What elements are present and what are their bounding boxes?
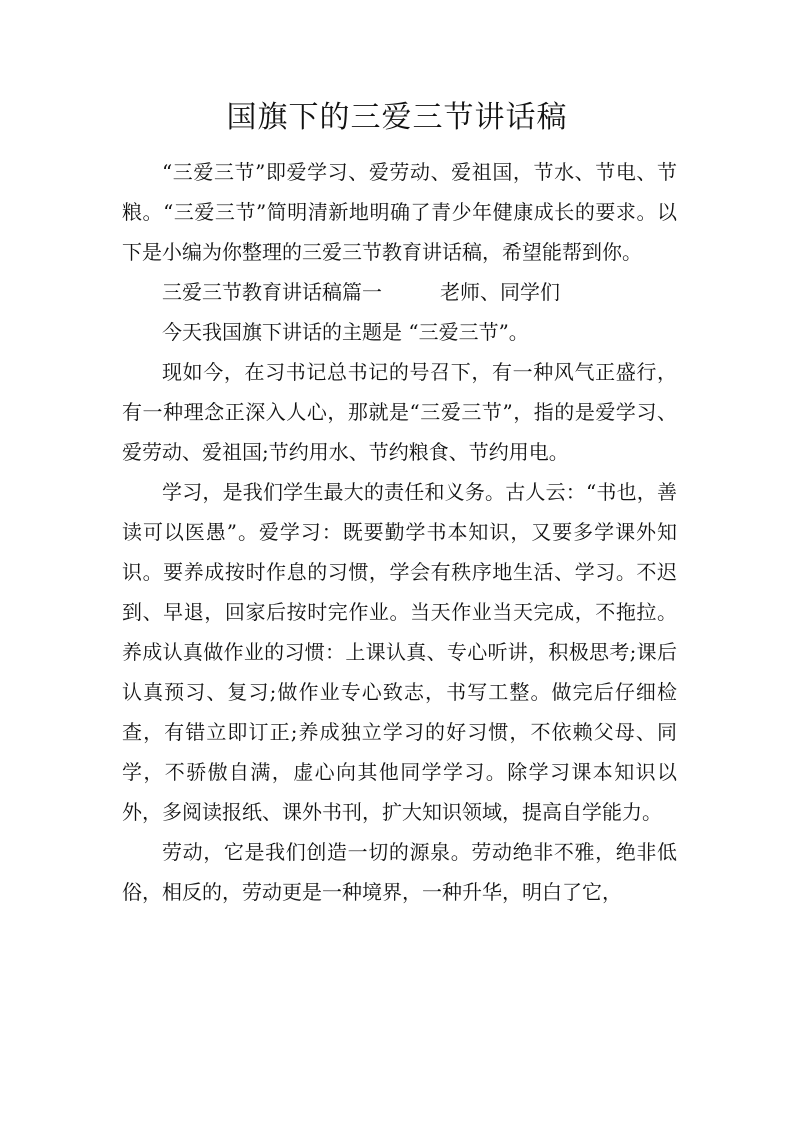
labor-paragraph: 劳动，它是我们创造一切的源泉。劳动绝非不雅，绝非低俗，相反的，劳动更是一种境界，一种升华，明白了它，: [122, 840, 677, 904]
body-paragraph: 现如今，在习书记总书记的号召下，有一种风气正盛行，有一种理念正深入人心，那就是“三爱三节”，指的是爱学习、爱劳动、爱祖国;节约用水、节约粮食、节约用电。: [122, 360, 677, 464]
topic-paragraph: 今天我国旗下讲话的主题是 “三爱三节”。: [162, 320, 529, 344]
section-heading-line: [122, 272, 677, 312]
section-heading: 三爱三节教育讲话稿篇一: [162, 280, 382, 304]
study-paragraph: 学习，是我们学生最大的责任和义务。古人云：“书也，善读可以医愚”。爱学习：既要勤学书本知识，又要多学课外知识。要养成按时作息的习惯，学会有秩序地生活、学习。不迟到、早退，回家后按时完作业。当天作业当天完成，不拖拉。养成认真做作业的习惯：上课认真、专心听讲，积极思考;课后认真预习、复习;做作业专心致志，书写工整。做完后仔细检查，有错立即订正;养成独立学习的好习惯，不依赖父母、同学，不骄傲自满，虚心向其他同学学习。除学习课本知识以外，多阅读报纸、课外书刊，扩大知识领域，提高自学能力。: [122, 480, 677, 824]
salutation: 老师、同学们: [440, 280, 560, 304]
document-title: 国旗下的三爱三节讲话稿: [226, 100, 568, 135]
document-body: [122, 152, 677, 912]
intro-paragraph: “三爱三节”即爱学习、爱劳动、爱祖国，节水、节电、节粮。“三爱三节”简明清新地明确了青少年健康成长的要求。以下是小编为你整理的三爱三节教育讲话稿，希望能帮到你。: [122, 160, 677, 264]
